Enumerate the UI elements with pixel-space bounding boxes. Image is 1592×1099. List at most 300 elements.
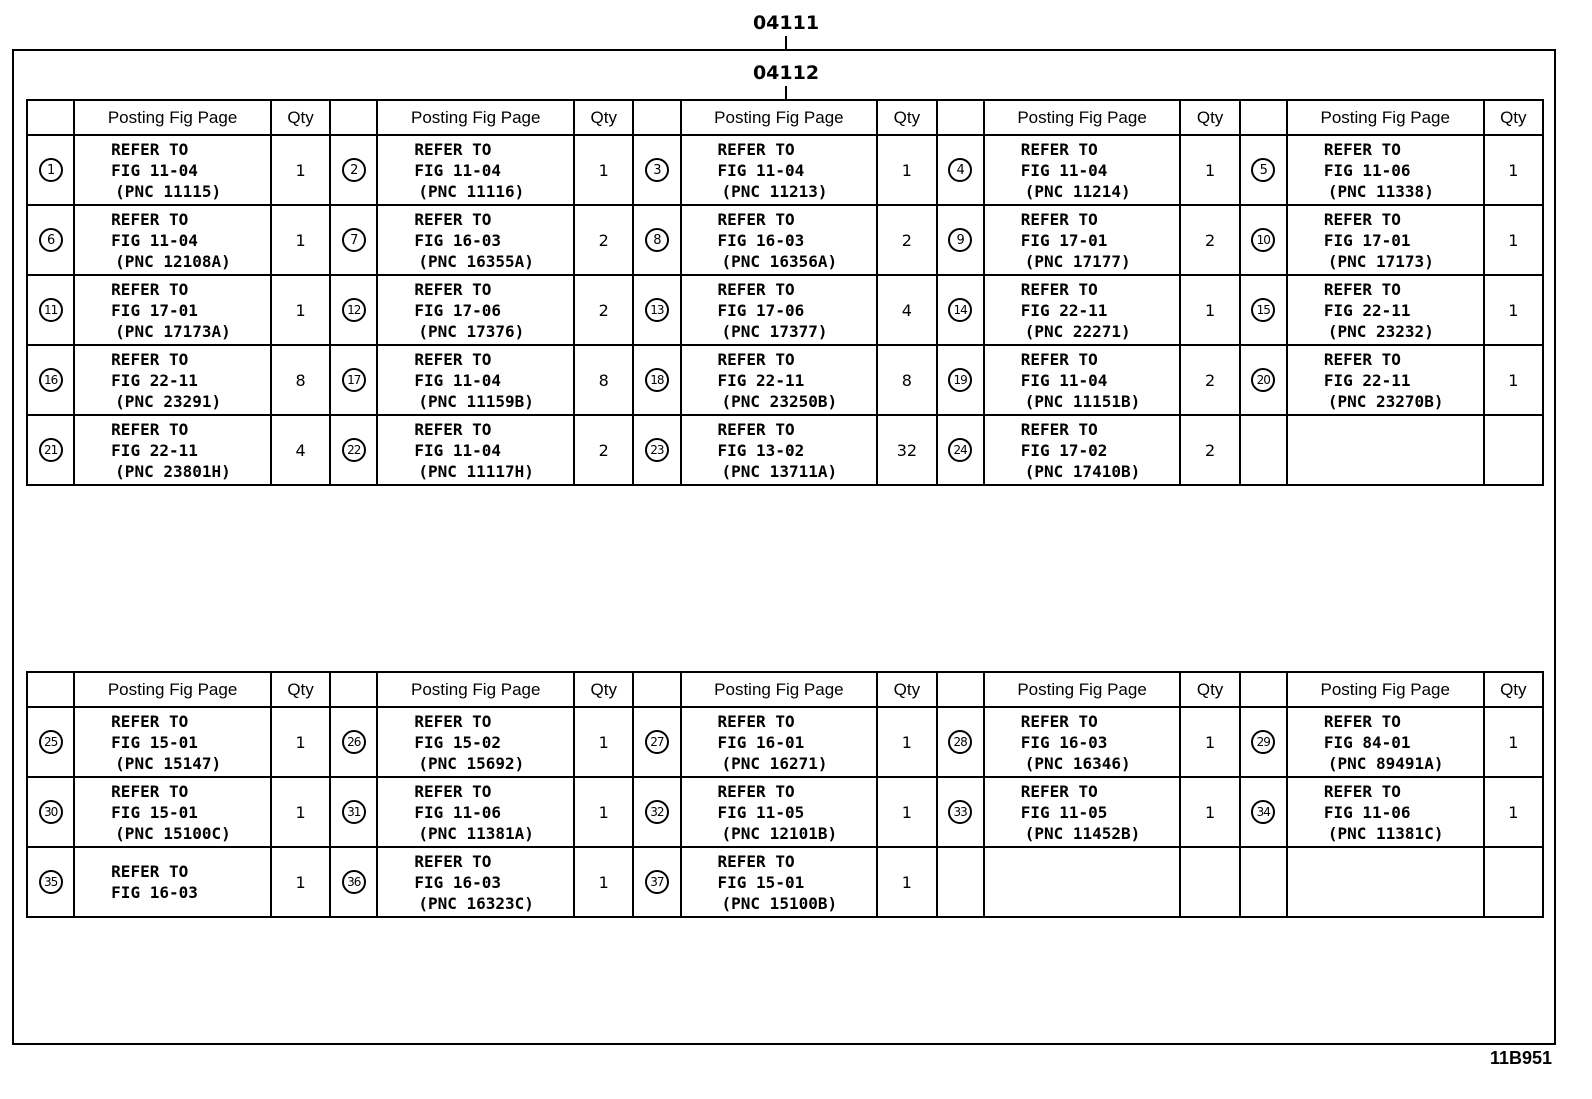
- index-cell: [633, 707, 680, 777]
- header-qty: Qty: [574, 672, 633, 707]
- pnc-reference: (PNC 16356A): [721, 251, 838, 271]
- refer-to-text: REFER TO: [414, 209, 492, 229]
- reference-cell: [74, 205, 271, 275]
- callout-number: 17: [342, 368, 366, 392]
- fig-reference: FIG 11-05: [717, 802, 805, 822]
- callout-number: 19: [948, 368, 972, 392]
- index-cell: [27, 345, 74, 415]
- index-cell: [633, 777, 680, 847]
- refer-to-text: REFER TO: [111, 279, 189, 299]
- index-cell: [27, 135, 74, 205]
- fig-reference: FIG 17-06: [414, 300, 502, 320]
- header-index-cell: [937, 100, 984, 135]
- callout-number: 23: [645, 438, 669, 462]
- pnc-reference: (PNC 16271): [721, 753, 828, 773]
- pnc-reference: (PNC 23291): [115, 391, 222, 411]
- pnc-reference: (PNC 17177): [1024, 251, 1131, 271]
- refer-to-text: REFER TO: [414, 349, 492, 369]
- fig-reference: FIG 15-01: [717, 872, 805, 892]
- qty-cell: 1: [271, 777, 330, 847]
- reference-cell: [74, 415, 271, 485]
- reference-cell: [74, 777, 271, 847]
- leader-line-inner: [785, 86, 787, 100]
- index-cell: [27, 847, 74, 917]
- callout-number: 34: [1251, 800, 1275, 824]
- fig-reference: FIG 22-11: [1323, 370, 1411, 390]
- qty-cell: 1: [574, 135, 633, 205]
- qty-cell: 32: [877, 415, 936, 485]
- callout-number: 31: [342, 800, 366, 824]
- table-row: [27, 135, 1543, 205]
- qty-cell: 1: [1484, 135, 1543, 205]
- pnc-reference: (PNC 11214): [1024, 181, 1131, 201]
- index-cell: [1240, 847, 1287, 917]
- fig-reference: FIG 16-01: [717, 732, 805, 752]
- header-qty: Qty: [271, 100, 330, 135]
- index-cell: [330, 847, 377, 917]
- callout-number: [948, 868, 972, 892]
- pnc-reference: (PNC 23232): [1327, 321, 1434, 341]
- refer-to-text: REFER TO: [717, 349, 795, 369]
- refer-to-text: REFER TO: [414, 279, 492, 299]
- qty-cell: [1484, 415, 1543, 485]
- pnc-reference: (PNC 11159B): [418, 391, 534, 411]
- reference-table-1: [26, 99, 1544, 486]
- index-cell: [633, 205, 680, 275]
- reference-cell: [984, 777, 1181, 847]
- refer-to-text: REFER TO: [1323, 209, 1401, 229]
- callout-number: 28: [948, 730, 972, 754]
- index-cell: [1240, 135, 1287, 205]
- header-index-cell: [633, 672, 680, 707]
- callout-number: [1251, 868, 1275, 892]
- callout-number: 27: [645, 730, 669, 754]
- qty-cell: 2: [1180, 205, 1239, 275]
- table-row: [27, 345, 1543, 415]
- reference-cell: [74, 275, 271, 345]
- reference-cell: [1287, 415, 1484, 485]
- refer-to-text: REFER TO: [1323, 279, 1401, 299]
- callout-number: 8: [645, 228, 669, 252]
- reference-cell: [984, 135, 1181, 205]
- callout-number: 36: [342, 870, 366, 894]
- fig-reference: FIG 11-04: [414, 440, 502, 460]
- index-cell: [330, 415, 377, 485]
- callout-number: 9: [948, 228, 972, 252]
- refer-to-text: REFER TO: [1020, 139, 1098, 159]
- index-cell: [330, 205, 377, 275]
- callout-number: 12: [342, 298, 366, 322]
- callout-number: 10: [1251, 228, 1275, 252]
- callout-number: 24: [948, 438, 972, 462]
- index-cell: [1240, 345, 1287, 415]
- header-posting-fig-page: Posting Fig Page: [74, 100, 271, 135]
- pnc-reference: (PNC 23250B): [721, 391, 838, 411]
- header-posting-fig-page: Posting Fig Page: [1287, 100, 1484, 135]
- qty-cell: 1: [1180, 135, 1239, 205]
- fig-reference: FIG 15-01: [111, 802, 198, 822]
- fig-reference: FIG 11-06: [1323, 160, 1411, 180]
- header-qty: Qty: [1180, 672, 1239, 707]
- qty-cell: 1: [1484, 205, 1543, 275]
- callout-number: 6: [39, 228, 63, 252]
- fig-reference: FIG 16-03: [111, 883, 198, 902]
- qty-cell: 2: [1180, 415, 1239, 485]
- index-cell: [937, 345, 984, 415]
- refer-to-text: REFER TO: [717, 139, 795, 159]
- refer-to-text: REFER TO: [111, 711, 189, 731]
- index-cell: [330, 275, 377, 345]
- header-index-cell: [1240, 672, 1287, 707]
- reference-cell: [1287, 205, 1484, 275]
- header-index-cell: [1240, 100, 1287, 135]
- qty-cell: 1: [271, 275, 330, 345]
- pnc-reference: (PNC 11116): [418, 181, 525, 201]
- reference-cell: [1287, 707, 1484, 777]
- table-row: [27, 205, 1543, 275]
- part-number-outer: 04111: [752, 12, 820, 34]
- table-row: [27, 707, 1543, 777]
- callout-number: 7: [342, 228, 366, 252]
- pnc-reference: (PNC 11338): [1327, 181, 1434, 201]
- callout-number: 37: [645, 870, 669, 894]
- callout-number: 21: [39, 438, 63, 462]
- reference-cell: [681, 847, 878, 917]
- reference-cell: [1287, 847, 1484, 917]
- refer-to-text: REFER TO: [717, 711, 795, 731]
- refer-to-text: REFER TO: [1323, 139, 1401, 159]
- header-index-cell: [330, 100, 377, 135]
- pnc-reference: (PNC 12108A): [115, 251, 231, 271]
- reference-cell: [1287, 275, 1484, 345]
- qty-cell: 4: [877, 275, 936, 345]
- refer-to-text: REFER TO: [111, 419, 189, 439]
- reference-cell: [681, 275, 878, 345]
- reference-cell: [681, 345, 878, 415]
- refer-to-text: REFER TO: [414, 419, 492, 439]
- callout-number: 5: [1251, 158, 1275, 182]
- pnc-reference: (PNC 11213): [721, 181, 828, 201]
- fig-reference: FIG 11-05: [1020, 802, 1108, 822]
- pnc-reference: (PNC 16323C): [418, 893, 534, 913]
- callout-number: 33: [948, 800, 972, 824]
- table-row: [27, 847, 1543, 917]
- fig-reference: FIG 15-01: [111, 732, 198, 752]
- callout-number: 30: [39, 800, 63, 824]
- header-qty: Qty: [877, 100, 936, 135]
- fig-reference: FIG 11-04: [717, 160, 805, 180]
- qty-cell: 1: [877, 707, 936, 777]
- qty-cell: 1: [1484, 345, 1543, 415]
- qty-cell: 1: [1484, 275, 1543, 345]
- reference-cell: [984, 275, 1181, 345]
- header-posting-fig-page: Posting Fig Page: [984, 100, 1181, 135]
- header-index-cell: [633, 100, 680, 135]
- qty-cell: 1: [1180, 275, 1239, 345]
- refer-to-text: REFER TO: [111, 209, 189, 229]
- index-cell: [937, 415, 984, 485]
- qty-cell: 1: [877, 777, 936, 847]
- reference-cell: [984, 345, 1181, 415]
- pnc-reference: (PNC 16355A): [418, 251, 534, 271]
- reference-cell: [377, 275, 574, 345]
- callout-number: 29: [1251, 730, 1275, 754]
- qty-cell: 2: [574, 205, 633, 275]
- callout-number: 16: [39, 368, 63, 392]
- refer-to-text: REFER TO: [717, 781, 795, 801]
- reference-cell: [74, 345, 271, 415]
- header-posting-fig-page: Posting Fig Page: [377, 100, 574, 135]
- callout-number: 26: [342, 730, 366, 754]
- pnc-reference: (PNC 17377): [721, 321, 828, 341]
- refer-to-text: REFER TO: [111, 139, 189, 159]
- callout-number: 4: [948, 158, 972, 182]
- fig-reference: FIG 22-11: [111, 370, 198, 390]
- fig-reference: FIG 13-02: [717, 440, 805, 460]
- reference-cell: [377, 135, 574, 205]
- reference-cell: [377, 205, 574, 275]
- refer-to-text: REFER TO: [1020, 419, 1098, 439]
- header-qty: Qty: [1484, 100, 1543, 135]
- refer-to-text: REFER TO: [414, 851, 492, 871]
- fig-reference: FIG 84-01: [1323, 732, 1411, 752]
- index-cell: [1240, 275, 1287, 345]
- fig-reference: FIG 22-11: [717, 370, 805, 390]
- fig-reference: FIG 22-11: [1323, 300, 1411, 320]
- header-qty: Qty: [271, 672, 330, 707]
- fig-reference: FIG 17-01: [1323, 230, 1411, 250]
- index-cell: [1240, 205, 1287, 275]
- figure-code: 11B951: [1489, 1048, 1552, 1068]
- header-posting-fig-page: Posting Fig Page: [74, 672, 271, 707]
- table-header-row: [27, 672, 1543, 707]
- qty-cell: 1: [1180, 777, 1239, 847]
- reference-cell: [984, 415, 1181, 485]
- pnc-reference: (PNC 17376): [418, 321, 525, 341]
- index-cell: [27, 707, 74, 777]
- pnc-reference: (PNC 11452B): [1024, 823, 1141, 843]
- qty-cell: 1: [574, 707, 633, 777]
- index-cell: [330, 777, 377, 847]
- index-cell: [1240, 415, 1287, 485]
- qty-cell: 2: [574, 415, 633, 485]
- refer-to-text: REFER TO: [111, 781, 189, 801]
- qty-cell: 1: [271, 205, 330, 275]
- callout-number: 25: [39, 730, 63, 754]
- refer-to-text: REFER TO: [414, 711, 492, 731]
- pnc-reference: (PNC 11381A): [418, 823, 534, 843]
- refer-to-text: REFER TO: [717, 279, 795, 299]
- index-cell: [27, 415, 74, 485]
- reference-cell: [377, 345, 574, 415]
- index-cell: [633, 345, 680, 415]
- pnc-reference: (PNC 17173A): [115, 321, 231, 341]
- qty-cell: 2: [1180, 345, 1239, 415]
- refer-to-text: REFER TO: [1020, 279, 1098, 299]
- refer-to-text: REFER TO: [414, 139, 492, 159]
- fig-reference: FIG 16-03: [1020, 732, 1108, 752]
- refer-to-text: REFER TO: [1323, 349, 1401, 369]
- refer-to-text: REFER TO: [717, 209, 795, 229]
- callout-number: [1251, 436, 1275, 460]
- index-cell: [937, 847, 984, 917]
- callout-number: 14: [948, 298, 972, 322]
- header-qty: Qty: [574, 100, 633, 135]
- index-cell: [633, 135, 680, 205]
- callout-number: 3: [645, 158, 669, 182]
- callout-number: 11: [39, 298, 63, 322]
- table-row: [27, 777, 1543, 847]
- index-cell: [633, 847, 680, 917]
- header-index-cell: [27, 100, 74, 135]
- header-posting-fig-page: Posting Fig Page: [1287, 672, 1484, 707]
- callout-number: 13: [645, 298, 669, 322]
- qty-cell: 2: [574, 275, 633, 345]
- leader-line-outer: [785, 36, 787, 49]
- header-posting-fig-page: Posting Fig Page: [681, 100, 878, 135]
- reference-cell: [681, 135, 878, 205]
- fig-reference: FIG 16-03: [414, 872, 502, 892]
- index-cell: [937, 275, 984, 345]
- table-row: [27, 275, 1543, 345]
- header-index-cell: [937, 672, 984, 707]
- refer-to-text: REFER TO: [717, 419, 795, 439]
- refer-to-text: REFER TO: [111, 862, 189, 881]
- index-cell: [633, 275, 680, 345]
- reference-cell: [681, 707, 878, 777]
- callout-number: 35: [39, 870, 63, 894]
- table-header-row: [27, 100, 1543, 135]
- fig-reference: FIG 11-04: [1020, 370, 1108, 390]
- qty-cell: 1: [271, 707, 330, 777]
- fig-reference: FIG 11-04: [111, 230, 198, 250]
- pnc-reference: (PNC 11115): [115, 181, 222, 201]
- index-cell: [330, 135, 377, 205]
- reference-cell: [681, 205, 878, 275]
- pnc-reference: (PNC 11117H): [418, 461, 534, 481]
- index-cell: [633, 415, 680, 485]
- callout-number: 2: [342, 158, 366, 182]
- refer-to-text: REFER TO: [717, 851, 795, 871]
- fig-reference: FIG 11-06: [414, 802, 502, 822]
- pnc-reference: (PNC 11381C): [1327, 823, 1444, 843]
- qty-cell: 1: [877, 847, 936, 917]
- pnc-reference: (PNC 12101B): [721, 823, 838, 843]
- reference-cell: [377, 415, 574, 485]
- pnc-reference: (PNC 15692): [418, 753, 525, 773]
- reference-table-2: [26, 671, 1544, 918]
- pnc-reference: (PNC 15147): [115, 753, 222, 773]
- reference-cell: [681, 777, 878, 847]
- index-cell: [27, 777, 74, 847]
- reference-cell: [1287, 135, 1484, 205]
- callout-number: 20: [1251, 368, 1275, 392]
- reference-cell: [377, 707, 574, 777]
- fig-reference: FIG 11-04: [111, 160, 198, 180]
- pnc-reference: (PNC 13711A): [721, 461, 838, 481]
- index-cell: [937, 707, 984, 777]
- index-cell: [1240, 707, 1287, 777]
- fig-reference: FIG 17-01: [111, 300, 198, 320]
- qty-cell: 1: [574, 777, 633, 847]
- header-qty: Qty: [1180, 100, 1239, 135]
- index-cell: [937, 135, 984, 205]
- callout-number: 15: [1251, 298, 1275, 322]
- qty-cell: 1: [271, 135, 330, 205]
- pnc-reference: (PNC 22271): [1024, 321, 1131, 341]
- qty-cell: 8: [271, 345, 330, 415]
- pnc-reference: (PNC 16346): [1024, 753, 1131, 773]
- header-qty: Qty: [1484, 672, 1543, 707]
- reference-cell: [681, 415, 878, 485]
- refer-to-text: REFER TO: [111, 349, 189, 369]
- index-cell: [330, 707, 377, 777]
- reference-cell: [984, 205, 1181, 275]
- index-cell: [1240, 777, 1287, 847]
- callout-number: 32: [645, 800, 669, 824]
- pnc-reference: (PNC 17410B): [1024, 461, 1141, 481]
- index-cell: [27, 275, 74, 345]
- refer-to-text: REFER TO: [1020, 349, 1098, 369]
- refer-to-text: REFER TO: [1020, 711, 1098, 731]
- index-cell: [27, 205, 74, 275]
- qty-cell: 1: [1484, 777, 1543, 847]
- reference-cell: [1287, 777, 1484, 847]
- qty-cell: 1: [271, 847, 330, 917]
- reference-cell: [984, 847, 1181, 917]
- reference-cell: [74, 707, 271, 777]
- pnc-reference: (PNC 23270B): [1327, 391, 1444, 411]
- reference-cell: [74, 847, 271, 917]
- callout-number: 1: [39, 158, 63, 182]
- reference-cell: [984, 707, 1181, 777]
- fig-reference: FIG 17-06: [717, 300, 805, 320]
- qty-cell: 8: [574, 345, 633, 415]
- qty-cell: 1: [1180, 707, 1239, 777]
- header-index-cell: [27, 672, 74, 707]
- reference-cell: [1287, 345, 1484, 415]
- header-index-cell: [330, 672, 377, 707]
- refer-to-text: REFER TO: [1020, 209, 1098, 229]
- index-cell: [937, 777, 984, 847]
- refer-to-text: REFER TO: [1323, 711, 1401, 731]
- fig-reference: FIG 11-06: [1323, 802, 1411, 822]
- qty-cell: 4: [271, 415, 330, 485]
- fig-reference: FIG 11-04: [1020, 160, 1108, 180]
- fig-reference: FIG 16-03: [717, 230, 805, 250]
- qty-cell: [1484, 847, 1543, 917]
- pnc-reference: (PNC 17173): [1327, 251, 1434, 271]
- pnc-reference: (PNC 89491A): [1327, 753, 1444, 773]
- reference-cell: [377, 777, 574, 847]
- fig-reference: FIG 22-11: [111, 440, 198, 460]
- table-row: [27, 415, 1543, 485]
- header-posting-fig-page: Posting Fig Page: [984, 672, 1181, 707]
- pnc-reference: (PNC 15100B): [721, 893, 838, 913]
- part-number-inner: 04112: [752, 62, 820, 84]
- qty-cell: 8: [877, 345, 936, 415]
- qty-cell: 1: [877, 135, 936, 205]
- callout-number: 18: [645, 368, 669, 392]
- reference-cell: [74, 135, 271, 205]
- qty-cell: 1: [1484, 707, 1543, 777]
- fig-reference: FIG 22-11: [1020, 300, 1108, 320]
- pnc-reference: (PNC 11151B): [1024, 391, 1141, 411]
- qty-cell: 2: [877, 205, 936, 275]
- qty-cell: [1180, 847, 1239, 917]
- fig-reference: FIG 17-01: [1020, 230, 1108, 250]
- refer-to-text: REFER TO: [1020, 781, 1098, 801]
